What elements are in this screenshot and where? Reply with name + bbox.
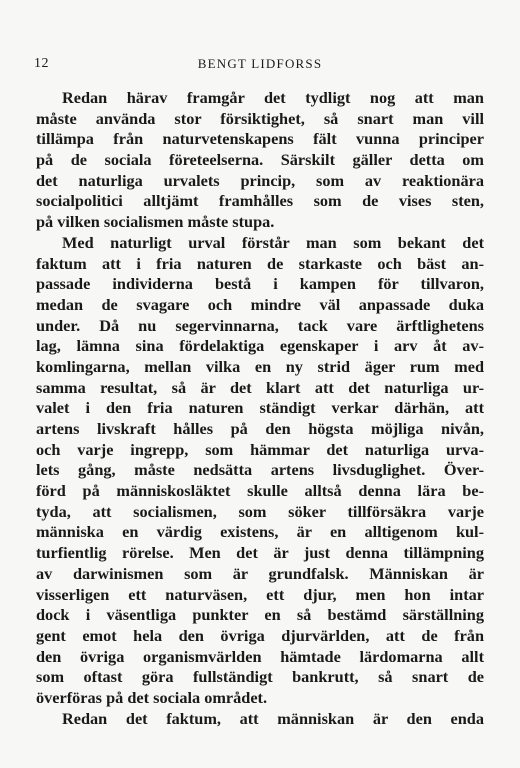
text-line: passade individerna bestå i kampen för tillvaron, bbox=[36, 274, 484, 294]
page-number: 12 bbox=[34, 56, 49, 71]
text-line: förd på människosläktet skulle alltså denna lära be- bbox=[36, 481, 484, 501]
text-line: det naturliga urvalets princip, som av reaktionära bbox=[36, 170, 484, 190]
text-line: valet i den fria naturen ständigt verkar därhän, att bbox=[36, 398, 484, 418]
text-line: socialpolitici alltjämt framhålles som de vises sten, bbox=[36, 191, 484, 211]
text-line: turfientlig rörelse. Men det är just denna tillämpning bbox=[36, 543, 484, 563]
text-line: människa en värdig existens, är en alltigenom kul- bbox=[36, 522, 484, 542]
text-line: lets gång, måste nedsätta artens livsduglighet. Över- bbox=[36, 460, 484, 480]
text-line: den övriga organismvärlden hämtade lärdomarna allt bbox=[36, 646, 484, 666]
text-line: och varje ingrepp, som hämmar det naturliga urva- bbox=[36, 439, 484, 459]
text-line: Redan härav framgår det tydligt nog att man bbox=[62, 88, 484, 107]
text-line: gent emot hela den övriga djurvärlden, att de från bbox=[36, 625, 484, 645]
text-line: dock i väsentliga punkter en så bestämd särställning bbox=[36, 605, 484, 625]
text-line: medan de svagare och mindre väl anpassade duka bbox=[36, 294, 484, 314]
text-line: komlingarna, mellan vilka en ny strid äger rum med bbox=[36, 356, 484, 376]
text-line: på de sociala företeelserna. Särskilt gäller detta om bbox=[36, 150, 484, 170]
text-line: överföras på det sociala området. bbox=[36, 687, 268, 707]
text-line: tillämpa från naturvetenskapens fält vunna principer bbox=[36, 129, 484, 149]
text-line: lag, lämna sina fördelaktiga egenskaper i arv åt av- bbox=[36, 336, 484, 356]
text-line: av darwinismen som är grundfalsk. Människan är bbox=[36, 563, 484, 583]
text-line: måste använda stor försiktighet, så snart man vill bbox=[36, 108, 484, 128]
text-line: tyda, att socialismen, som söker tillförsäkra varje bbox=[36, 501, 484, 521]
text-line: samma resultat, så är det klart att det naturliga ur- bbox=[36, 377, 484, 397]
text-line: Redan det faktum, att människan är den enda bbox=[62, 708, 484, 728]
text-line: visserligen ett naturväsen, ett djur, men hon intar bbox=[36, 584, 484, 604]
text-line: på vilken socialismen måste stupa. bbox=[36, 212, 275, 232]
text-line: som oftast göra fullständigt bankrutt, så snart de bbox=[36, 667, 484, 687]
running-head: BENGT LIDFORSS bbox=[197, 56, 323, 71]
text-line: faktum att i fria naturen de starkaste och bäst an- bbox=[36, 253, 484, 273]
text-line: under. Då nu segervinnarna, tack vare ärftlighetens bbox=[36, 315, 484, 335]
text-line: Med naturligt urval förstår man som bekant det bbox=[62, 232, 484, 252]
text-line: artens livskraft hålles på den högsta möjliga nivån, bbox=[36, 419, 484, 438]
body-text bbox=[36, 88, 484, 729]
